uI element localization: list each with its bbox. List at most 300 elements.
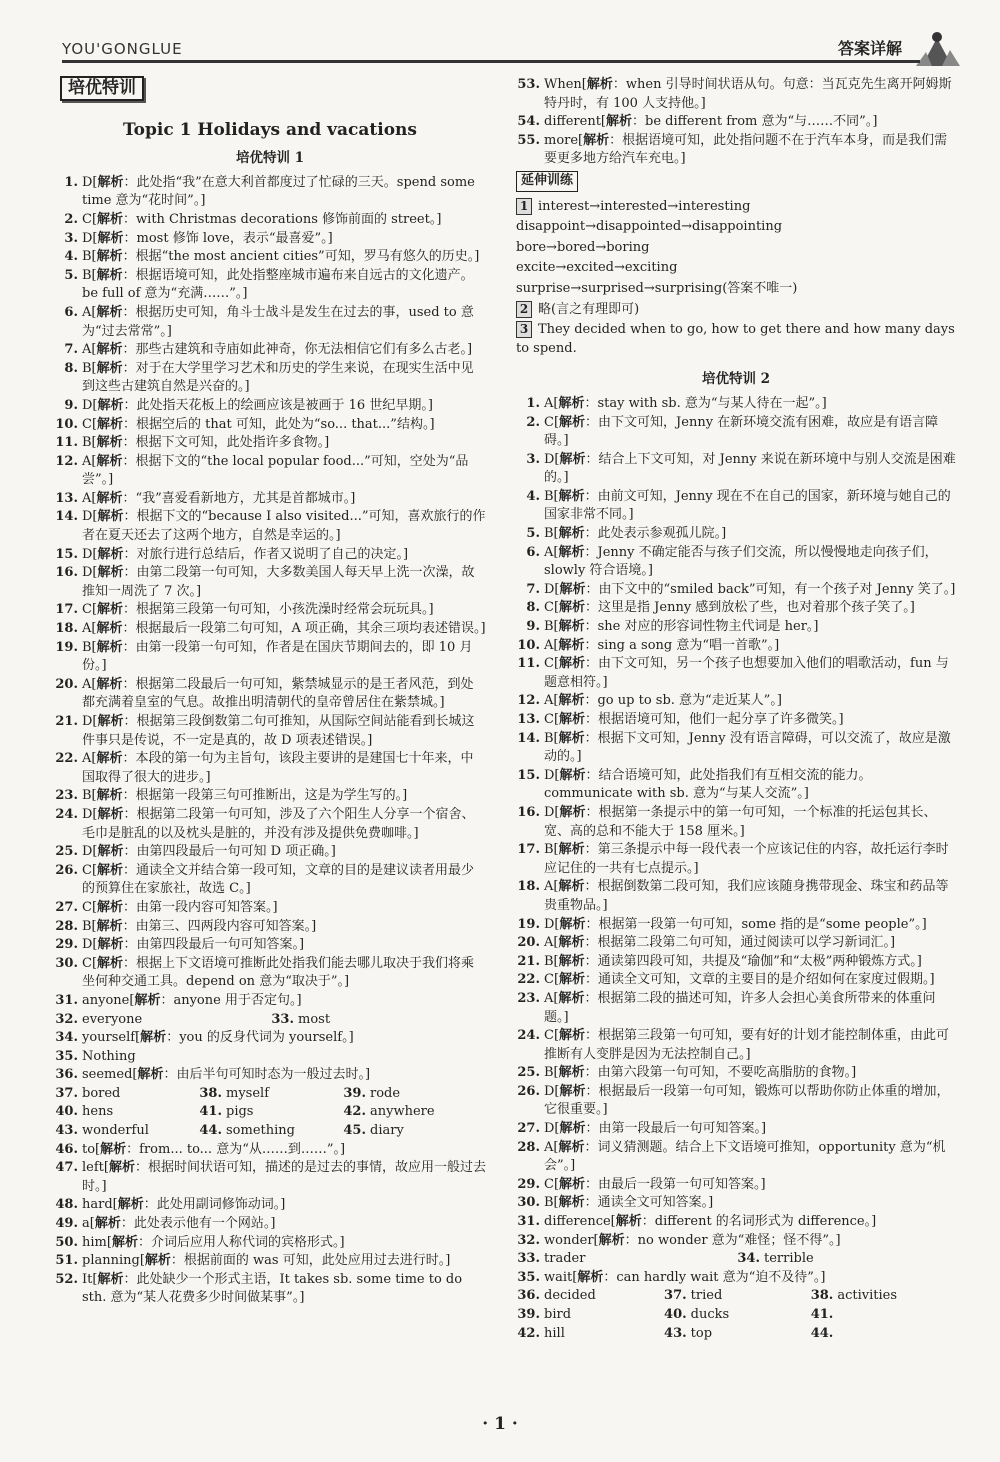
analysis-tag: 解析 [558,935,585,951]
analysis-text: ：由第二段第一句可知，大多数美国人每天早上洗一次澡，故推知一周洗了 7 次。] [82,565,475,599]
answer-item [54,490,486,509]
analysis-text: ：根据前面的 was 可知，此处应用过去进行时。] [170,1253,451,1269]
item-number: 52. [55,1271,78,1287]
answer-text [82,787,486,806]
analysis-tag: 解析 [108,1160,135,1176]
word-chain: bore→bored→boring [516,239,650,255]
item-number: 53. [517,77,540,92]
answer-text [544,618,956,637]
analysis-tag: 解析 [140,1030,167,1046]
item-number: 41. [199,1104,222,1120]
answer-item [516,711,956,730]
answer-cell [54,1029,486,1048]
fill-answers-right [516,1213,956,1343]
item-number: 15. [517,767,540,783]
answer-cell [342,1085,486,1104]
item-number: 11. [517,656,540,672]
analysis-tag: 解析 [559,804,586,820]
answer-text [544,451,956,488]
analysis-tag: 解析 [96,751,123,767]
analysis-tag: 解析 [96,788,123,804]
answer-word: a[ [82,1216,95,1232]
analysis-text: ：when 引导时间状语从句。句意：当瓦克先生离开阿姆斯特丹时，有 100 人支持他。] [544,77,952,111]
answer-item [516,76,956,113]
item-number: 9. [64,397,78,413]
answer-text [82,639,486,676]
analysis-tag: 解析 [559,916,586,932]
answer-cell [54,1215,486,1234]
extension-title: 延伸训练 [516,171,578,192]
extension-answer: 略(言之有理即可) [538,301,640,317]
analysis-text: ：根据下文可知，此处指许多食物。] [122,435,330,451]
item-number: 32. [55,1011,78,1027]
analysis-tag: 解析 [559,712,586,727]
item-number: 1. [526,395,540,411]
analysis-text: ：根据第二段的描述可知，许多人会担心美食所带来的体重问题。] [544,990,936,1025]
item-number: 43. [55,1123,78,1139]
answer-text [837,1325,956,1344]
answer-choice: A[ [544,990,559,1006]
answer-cell [516,1325,663,1344]
answer-choice: D[ [82,844,98,860]
analysis-tag: 解析 [558,526,585,542]
analysis-text: ：根据第二段最后一句可知，紫禁城显示的是王者风范，到处都充满着皇室的气息。故推出明清朝代的皇帝曾居住在紫禁城。] [82,676,474,711]
answer-text [544,1194,956,1213]
item-number: 19. [55,639,78,655]
answer-word: different[ [544,114,606,130]
answer-choice: C[ [544,972,560,988]
answer-choice: B[ [82,267,97,283]
answer-item [516,1139,956,1176]
analysis-tag: 解析 [97,509,124,525]
answer-line [54,1252,486,1271]
answer-text [544,767,956,804]
answer-choice: D[ [82,806,98,822]
answer-item [516,655,956,692]
answer-text [544,395,956,414]
answer-word: bored [82,1085,121,1101]
answer-text [544,1269,956,1288]
answer-item [54,508,486,545]
analysis-text: ：此处表示参观孤儿院。] [584,526,727,542]
item-number: 28. [55,918,78,934]
word-chain: surprise→surprised→surprising(答案不唯一) [516,280,798,296]
answer-word: difference[ [544,1214,616,1230]
answer-choice: C[ [544,414,560,430]
answer-text [82,1141,486,1160]
answer-word: myself [226,1085,270,1101]
analysis-tag: 解析 [558,730,585,746]
answer-text [544,76,956,113]
analysis-text: ：由前文可知，Jenny 现在不在自己的国家，新环境与她自己的国家非常不同。] [544,488,951,523]
answer-cell [736,1250,956,1269]
answer-line [54,1159,486,1196]
answer-choice: B[ [544,842,559,858]
answer-cell [54,1122,198,1141]
answer-choice: D[ [544,767,560,783]
answer-choice: D[ [82,937,98,953]
answer-line [54,1215,486,1234]
analysis-tag: 解析 [558,879,585,895]
answer-cell [663,1306,810,1325]
analysis-text: ：本段的第一句为主旨句，该段主要讲的是建国七十年来，中国取得了很大的进步。] [82,751,474,785]
answer-text [544,990,956,1027]
answer-text [544,132,956,169]
answer-item [54,211,486,230]
answer-item [54,341,486,360]
answer-text [82,1066,486,1085]
answer-choice: B[ [544,619,559,635]
answer-item [54,360,486,397]
answer-choice: C[ [82,862,98,878]
analysis-text: ：通读全文可知答案。] [584,1195,714,1211]
answer-item [516,934,956,953]
answer-choice: C[ [544,712,560,727]
answer-text [82,248,486,267]
analysis-tag: 解析 [559,581,586,597]
answer-text [544,1139,956,1176]
analysis-text: ：此处指“我”在意大利首都度过了忙碌的三天。spend some time 意为“花时间”。] [82,174,475,209]
item-number: 35. [55,1048,78,1064]
answer-word: rode [370,1085,401,1101]
answer-item [516,730,956,767]
analysis-tag: 解析 [558,637,585,653]
answer-line [516,1213,956,1232]
analysis-tag: 解析 [97,714,124,729]
answer-word: everyone [82,1011,143,1027]
answer-item [54,564,486,601]
answer-text [370,1103,486,1122]
answer-choice: D[ [82,714,98,729]
item-number: 15. [55,546,78,562]
answer-text [82,304,486,341]
analysis-tag: 解析 [558,1065,585,1081]
answer-text [544,1232,956,1251]
answer-choice: A[ [544,395,559,411]
answer-choice: D[ [82,565,98,581]
analysis-tag: 解析 [558,1195,585,1211]
answer-choice: A[ [82,490,97,506]
answer-choice: A[ [544,693,559,709]
answer-word: activities [837,1288,898,1304]
answer-word: tried [690,1288,723,1304]
answer-cell [342,1103,486,1122]
analysis-tag: 解析 [96,249,123,265]
answer-text [544,1027,956,1064]
answer-text [82,416,486,435]
analysis-text: ：第三条提示中每一段代表一个应该记住的内容，故托运行李时应记住的一共有七点提示。] [544,842,949,876]
page-number: · 1 · [482,1414,518,1434]
analysis-tag: 解析 [97,899,124,915]
answer-text [82,453,486,490]
analysis-text: ：词义猜测题。结合上下文语境可推知，opportunity 意为“机会”。] [544,1139,946,1174]
answer-word: pigs [226,1104,254,1120]
answer-word: ducks [690,1307,730,1322]
answer-item [54,267,486,304]
analysis-tag: 解析 [96,435,123,451]
answer-item [516,599,956,618]
answer-item [516,1194,956,1213]
item-number: 10. [517,637,540,653]
analysis-tag: 解析 [96,918,123,934]
analysis-text: ：由下文可知，Jenny 在新环境交流有困难，故应是有语言障碍。] [544,414,939,449]
right-column [516,76,956,1343]
answer-text [544,1325,663,1344]
answer-text [82,1122,198,1141]
answer-choice: D[ [82,546,98,562]
analysis-tag: 解析 [97,806,124,822]
answer-text [82,1234,486,1253]
item-number: 18. [55,621,78,637]
item-number: 12. [517,693,540,709]
answer-text [764,1250,956,1269]
answer-line [516,1306,956,1325]
item-number: 8. [64,360,78,376]
analysis-text: ：根据倒数第二段可知，我们应该随身携带现金、珠宝和药品等贵重物品。] [544,879,949,913]
analysis-tag: 解析 [558,1139,585,1155]
answer-text [837,1306,956,1325]
analysis-text: ：根据第二段第二句可知，通过阅读可以学习新词汇。] [584,935,896,951]
analysis-tag: 解析 [558,488,585,504]
analysis-tag: 解析 [117,1197,144,1213]
analysis-text: ：由后半句可知时态为一般过去时。] [163,1067,371,1083]
analysis-tag: 解析 [137,1067,164,1083]
item-number: 9. [526,619,540,635]
analysis-tag: 解析 [134,992,161,1008]
answer-item [516,395,956,414]
item-number: 32. [517,1232,540,1248]
answer-text [82,397,486,416]
answer-item [516,451,956,488]
answer-choice: D[ [82,397,98,413]
analysis-tag: 解析 [96,453,123,469]
answer-cell [54,1066,486,1085]
answer-text [544,711,956,730]
answer-choice: C[ [82,211,98,227]
left-column [54,76,486,1308]
item-number: 36. [55,1067,78,1083]
analysis-text: ：由第六段第一句可知，不要吃高脂肪的食物。] [584,1065,857,1081]
analysis-text: ：由第四段最后一句可知 D 项正确。] [123,844,336,860]
answer-choice: D[ [82,174,98,190]
answer-line [54,1085,486,1104]
answer-cell [516,1250,736,1269]
answer-item [54,918,486,937]
analysis-tag: 解析 [97,937,124,953]
answer-item [54,248,486,267]
answer-item [516,971,956,990]
answer-choice: D[ [544,451,560,467]
answer-line [54,1048,486,1067]
item-number: 3. [526,451,540,467]
analysis-text: ：go up to sb. 意为“走近某人”。] [584,693,782,709]
analysis-text: ：no wonder 意为“难怪；怪不得”。] [624,1232,841,1248]
item-number: 43. [664,1325,687,1341]
answer-word: left[ [82,1160,109,1176]
answer-text [226,1122,342,1141]
answer-text [544,488,956,525]
answer-text [544,1287,663,1306]
item-number: 13. [517,712,540,727]
answer-choice: D[ [82,509,98,525]
answer-choice: A[ [82,621,97,637]
answer-text [82,174,486,211]
word-chain: disappoint→disappointed→disappointing [516,219,783,235]
item-number: 38. [199,1085,222,1101]
analysis-text: ：you 的反身代词为 yourself。] [166,1030,354,1046]
answer-text [82,936,486,955]
answer-text [82,434,486,453]
answer-item [516,488,956,525]
answer-word: anyone[ [82,992,135,1008]
answer-choice: A[ [544,544,559,560]
item-number: 51. [55,1253,78,1269]
item-number: 25. [517,1065,540,1081]
item-number: 17. [55,602,78,618]
item-number: 34. [55,1030,78,1046]
answer-item [54,676,486,713]
answer-item [54,453,486,490]
fill-answers-left [54,992,486,1308]
analysis-text: ：根据第三段倒数第二句可推知，从国际空间站能看到长城这件事只是传说，不一定是真的，故 D 项表述错误。] [82,714,475,748]
item-number: 33. [271,1011,294,1027]
item-number: 18. [517,879,540,895]
answer-item [54,230,486,249]
answer-word: When[ [544,77,587,92]
analysis-text: ：结合语境可知，此处指我们有互相交流的能力。communicate with sb. 意为“与某人交流”。] [544,767,872,802]
answer-line [54,1141,486,1160]
extension-number: 1 [516,198,532,215]
analysis-tag: 解析 [559,451,586,467]
answer-text [544,841,956,878]
answer-word: top [690,1325,713,1341]
answer-text [82,546,486,565]
answer-text [544,525,956,544]
analysis-tag: 解析 [559,600,586,616]
item-number: 6. [526,544,540,560]
answer-item [516,841,956,878]
answer-list-right [516,395,956,1213]
answer-choice: D[ [82,230,98,246]
item-number: 37. [664,1288,687,1304]
answer-word: him[ [82,1234,112,1250]
analysis-text: ：由最后一段第一句可知答案。] [585,1176,766,1192]
analysis-tag: 解析 [97,565,124,581]
analysis-tag: 解析 [559,656,586,672]
analysis-tag: 解析 [558,953,585,969]
answer-choice: B[ [544,488,559,504]
answer-choice: B[ [544,526,559,542]
item-number: 23. [517,990,540,1006]
answer-choice: A[ [544,935,559,951]
answer-text [544,581,956,600]
analysis-text: ：根据上下文语境可推断此处指我们能去哪儿取决于我们将乘坐何种交通工具。depend on 意为“取决于”。] [82,955,475,990]
answer-item [516,113,956,132]
answer-cell [270,1011,486,1030]
analysis-text: ：此处表示他有一个网站。] [120,1216,276,1232]
item-number: 44. [199,1123,222,1139]
analysis-text: ：由第一段最后一句可知答案。] [585,1121,767,1137]
answer-text [544,1250,736,1269]
answer-item [516,544,956,581]
analysis-text: ：with Christmas decorations 修饰前面的 street。] [123,211,442,227]
analysis-text: ：根据历史可知，角斗士战斗是发生在过去的事，used to 意为“过去常常”。] [82,304,474,339]
item-number: 2. [64,211,78,227]
answer-text [544,1064,956,1083]
analysis-text: ：stay with sb. 意为“与某人待在一起”。] [584,395,827,411]
answer-line [516,1325,956,1344]
analysis-tag: 解析 [97,955,124,971]
answer-text [544,878,956,915]
answer-text [82,620,486,639]
answer-text [82,1196,486,1215]
analysis-text: ：由下文可知，另一个孩子也想要加入他们的唱歌活动，fun 与题意相符。] [544,656,949,690]
answer-choice: B[ [82,788,97,804]
item-number: 46. [55,1141,78,1157]
answer-text [691,1287,810,1306]
analysis-text: ：most 修饰 love，表示“最喜爱”。] [123,230,333,246]
answer-item [54,546,486,565]
answer-item [54,416,486,435]
answer-item [54,174,486,211]
answer-item [54,955,486,992]
item-number: 48. [55,1197,78,1213]
analysis-tag: 解析 [615,1214,642,1230]
item-number: 42. [517,1325,540,1341]
answer-cell [54,1048,486,1067]
answer-choice: B[ [544,1195,559,1211]
answer-text [82,601,486,620]
answer-item [54,806,486,843]
analysis-text: ：通读全文可知，文章的主要目的是介绍如何在家度过假期。] [585,972,935,988]
answer-item [516,1027,956,1064]
extension-answer: They decided when to go, how to get there and how many days to spend. [516,322,955,356]
answer-cell [516,1269,956,1288]
item-number: 40. [55,1104,78,1120]
analysis-text: ：通读全文并结合第一段可知，文章的目的是建议读者用最少的预算住在家旅社，故选 C。] [82,862,475,897]
answer-choice: C[ [82,602,98,618]
item-number: 24. [55,806,78,822]
answer-item [54,750,486,787]
answer-word: planning[ [82,1253,145,1269]
answer-text [226,1103,342,1122]
answer-text [82,1159,486,1196]
analysis-text: ：be different from 意为“与……不同”。] [632,114,878,130]
answer-choice: B[ [82,639,97,655]
answer-item [54,434,486,453]
analysis-tag: 解析 [144,1253,171,1269]
answer-cell [663,1325,810,1344]
answer-cell [809,1287,956,1306]
answer-line [54,1271,486,1308]
section-title: 培优特训 [60,76,144,101]
answer-word: Nothing [82,1048,136,1064]
answer-cell [54,1252,486,1271]
analysis-tag: 解析 [559,1121,586,1137]
answer-cell [198,1122,342,1141]
answer-text [691,1325,810,1344]
answer-choice: C[ [544,600,560,616]
answer-choice: C[ [82,955,98,971]
item-number: 5. [526,526,540,542]
answer-line [54,1122,486,1141]
item-number: 35. [517,1269,540,1285]
answer-choice: A[ [82,751,97,767]
analysis-text: ：由下文中的“smiled back”可知，有一个孩子对 Jenny 笑了。] [585,581,956,597]
answer-text [544,414,956,451]
analysis-tag: 解析 [97,174,124,190]
answer-word: wait[ [544,1269,578,1285]
